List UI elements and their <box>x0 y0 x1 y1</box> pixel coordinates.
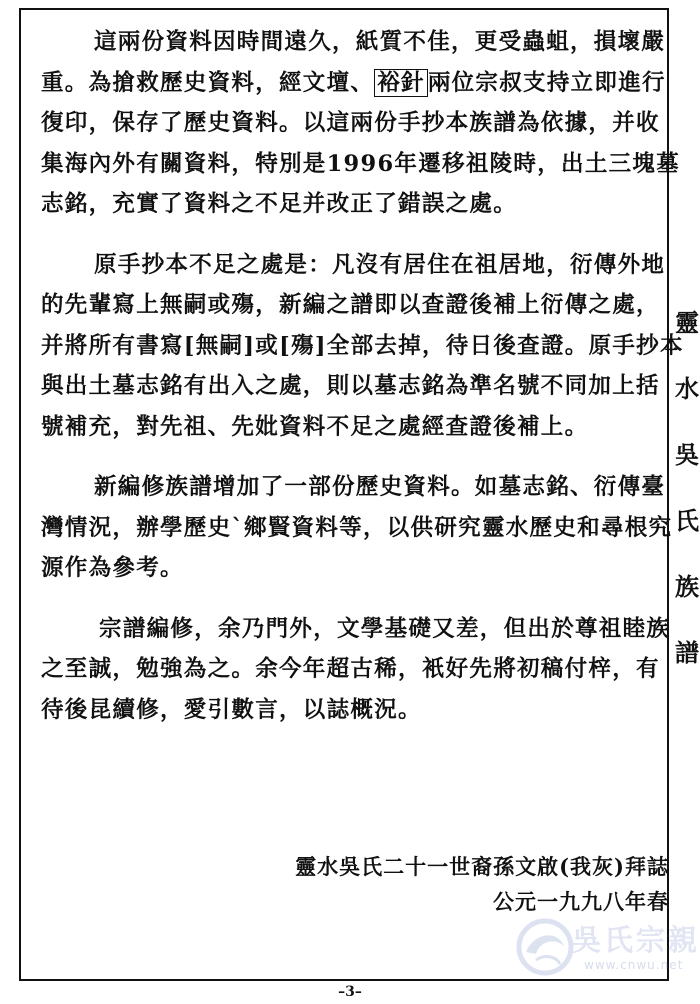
spine-char: 氏 <box>675 506 699 535</box>
spine-char: 族 <box>675 572 699 601</box>
text-line: 新編修族譜增加了一部份歷史資料。如墓志銘、衍傳臺 <box>94 474 666 500</box>
spine-char: 靈 <box>675 308 699 337</box>
text-line: 與出土墓志銘有出入之處，則以墓志銘為準名號不同加上括 <box>41 373 660 399</box>
watermark-url: www.cnwu.net <box>584 958 684 972</box>
text-line: 的先輩寫上無嗣或殤，新編之譜即以查證後補上衍傳之處， <box>41 292 660 318</box>
text-line: 灣情況，辦學歷史`鄉賢資料等，以供研究靈水歷史和尋根究 <box>41 514 673 541</box>
paragraph-4 <box>41 609 681 731</box>
watermark <box>512 914 700 980</box>
signature-date: 公元一九九八年春 <box>493 889 669 914</box>
page-frame <box>19 8 684 981</box>
text-segment: 重。為搶救歷史資料，經文壇、 <box>41 69 375 96</box>
text-segment: 兩位宗叔支持立即進行 <box>427 69 666 96</box>
text-line <box>41 63 681 104</box>
text-line: 復印，保存了歷史資料。以這兩份手抄本族譜為依據，并收 <box>41 110 660 136</box>
text-line: 原手抄本不足之處是：凡沒有居住在祖居地，衍傳外地 <box>94 251 666 278</box>
paragraph-1 <box>41 22 681 225</box>
spine-char: 吳 <box>675 440 699 469</box>
text-line: 集海內外有關資料，特別是1996年遷移祖陵時，出土三塊墓 <box>41 150 681 177</box>
spine-title <box>674 290 700 686</box>
spine-char: 水 <box>675 374 699 403</box>
page-number: –3– <box>338 984 362 1000</box>
spine-char: 譜 <box>675 638 699 667</box>
text-line: 源作為參考。 <box>41 555 184 581</box>
text-line: 號補充，對先祖、先妣資料不足之處經查證後補上。 <box>41 413 589 440</box>
signature-author: 靈水吳氏二十一世裔孫文啟(我灰)拜誌 <box>295 854 669 879</box>
paragraph-2 <box>41 245 684 448</box>
watermark-text: 吳氏宗親 <box>572 923 700 957</box>
text-line: 之至誠，勉強為之。余今年超古稀，衹好先將初稿付梓，有 <box>41 656 660 682</box>
text-line: 并將所有書寫[無嗣]或[殤]全部去掉，待日後查證。原手抄本 <box>41 332 684 359</box>
text-line: 志銘，充實了資料之不足并改正了錯誤之處。 <box>41 191 518 217</box>
text-line: 這兩份資料因時間遠久，紙質不佳，更受蟲蛆，損壞嚴 <box>94 29 666 55</box>
text-line: 待後昆續修，愛引數言，以誌概況。 <box>41 696 422 723</box>
body-text <box>41 22 684 730</box>
paragraph-3 <box>41 467 681 589</box>
text-line: 宗譜編修，余乃門外，文學基礎又差，但出於尊祖睦族 <box>99 615 671 642</box>
boxed-names: 裕針 <box>374 69 428 97</box>
